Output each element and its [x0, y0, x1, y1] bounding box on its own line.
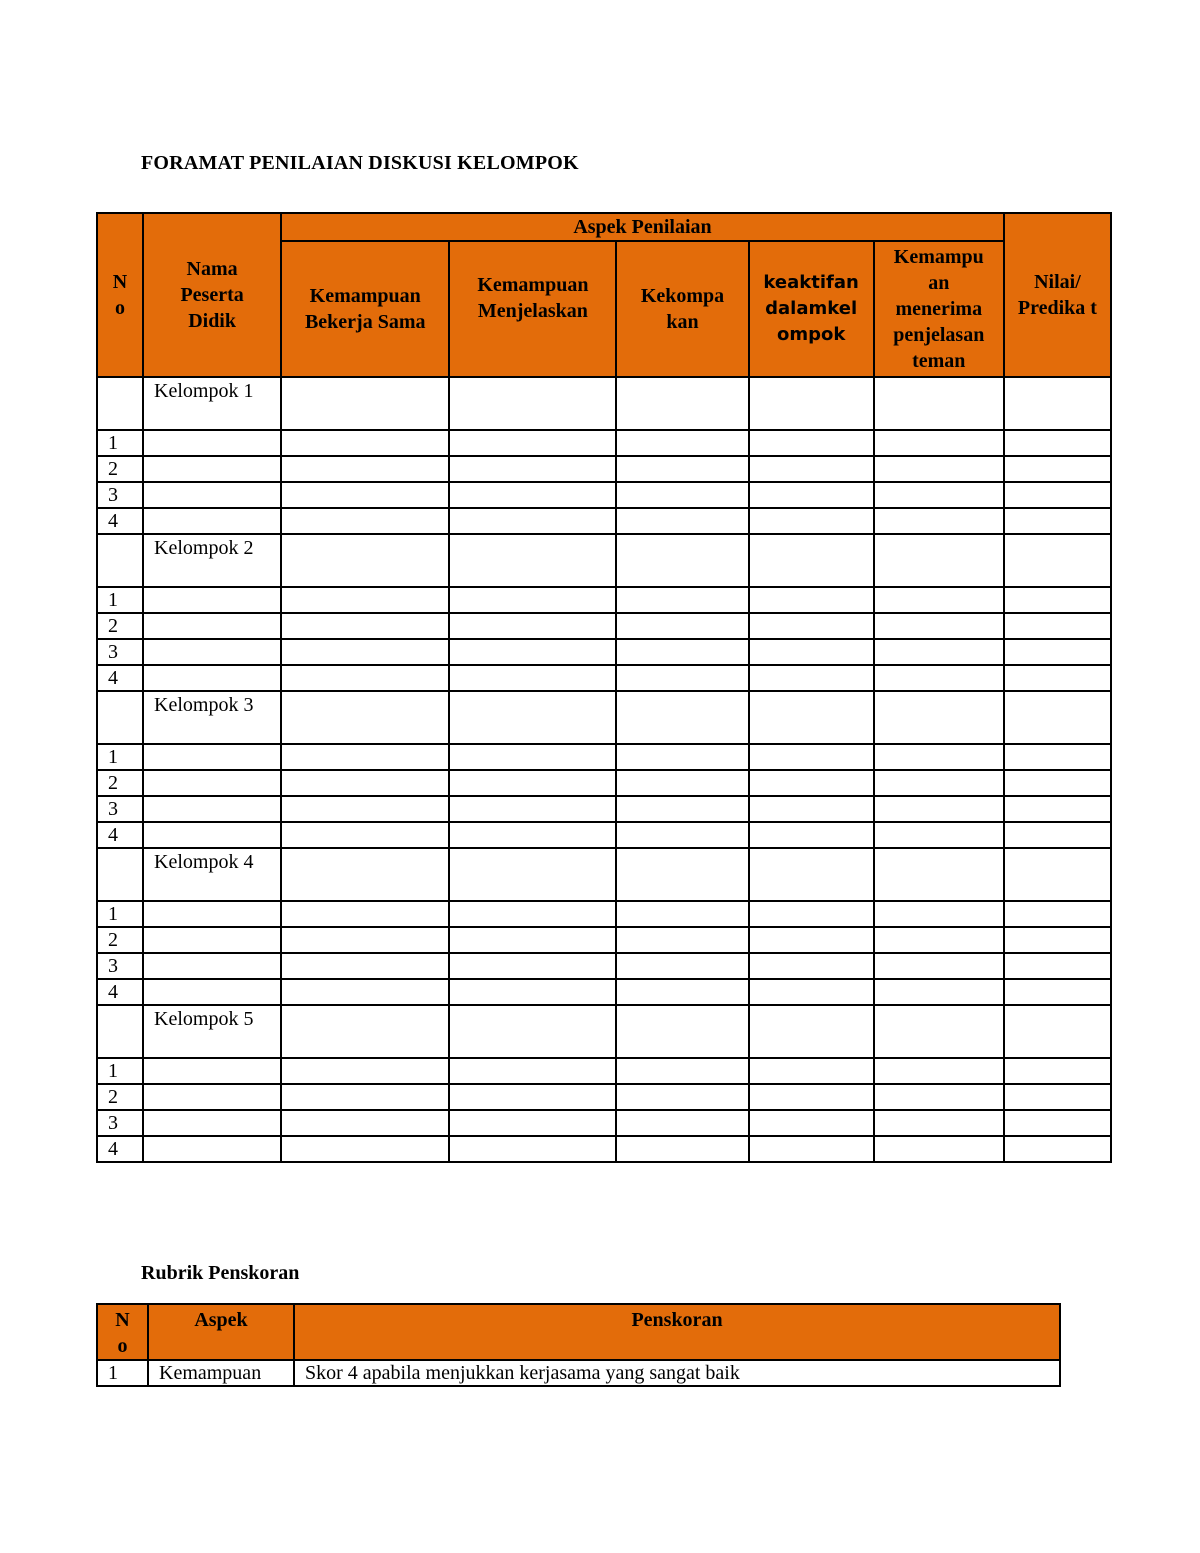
score-cell[interactable] — [449, 927, 616, 953]
score-cell[interactable] — [616, 534, 748, 587]
score-cell[interactable] — [616, 927, 748, 953]
score-cell[interactable] — [449, 1084, 616, 1110]
header-nilai — [1004, 213, 1111, 377]
student-row — [97, 927, 1111, 953]
score-cell[interactable] — [449, 665, 616, 691]
student-row — [97, 822, 1111, 848]
score-cell[interactable] — [281, 979, 449, 1005]
score-cell[interactable] — [874, 587, 1004, 613]
row-number: 1 — [97, 587, 143, 613]
score-cell[interactable] — [281, 1005, 449, 1058]
score-cell[interactable] — [449, 1058, 616, 1084]
student-name-cell[interactable] — [143, 901, 281, 927]
student-name-cell[interactable] — [143, 770, 281, 796]
score-cell[interactable] — [749, 1110, 874, 1136]
row-number: 3 — [97, 953, 143, 979]
score-cell[interactable] — [749, 430, 874, 456]
score-cell[interactable] — [874, 691, 1004, 744]
score-cell[interactable] — [281, 456, 449, 482]
student-name-cell[interactable] — [143, 587, 281, 613]
score-cell[interactable] — [1004, 1110, 1111, 1136]
header-kriteria-5-label: Kemampu an menerima penjelasan teman — [893, 246, 985, 372]
row-number: 1 — [97, 430, 143, 456]
score-cell[interactable] — [749, 377, 874, 430]
group-label: Kelompok 1 — [143, 377, 281, 430]
no-cell[interactable] — [97, 377, 143, 430]
student-name-cell[interactable] — [143, 482, 281, 508]
score-cell[interactable] — [616, 1084, 748, 1110]
row-number: 1 — [97, 901, 143, 927]
score-cell[interactable] — [616, 1136, 748, 1162]
rubric-header-aspek: Aspek — [148, 1304, 294, 1360]
score-cell[interactable] — [449, 482, 616, 508]
score-cell[interactable] — [749, 482, 874, 508]
score-cell[interactable] — [1004, 1058, 1111, 1084]
score-cell[interactable] — [281, 1136, 449, 1162]
score-cell[interactable] — [749, 1058, 874, 1084]
score-cell[interactable] — [449, 822, 616, 848]
score-cell[interactable] — [281, 377, 449, 430]
score-cell[interactable] — [1004, 691, 1111, 744]
group-row — [97, 377, 1111, 430]
header-kriteria-2-label: Kemampuan Menjelaskan — [477, 274, 589, 322]
score-cell[interactable] — [1004, 848, 1111, 901]
score-cell[interactable] — [749, 639, 874, 665]
rubric-aspek-cell: Kemampuan — [148, 1360, 294, 1386]
score-cell[interactable] — [281, 508, 449, 534]
score-cell[interactable] — [616, 456, 748, 482]
header-nama — [143, 213, 281, 377]
score-cell[interactable] — [449, 377, 616, 430]
score-cell[interactable] — [749, 1136, 874, 1162]
score-cell[interactable] — [874, 848, 1004, 901]
score-cell[interactable] — [616, 377, 748, 430]
score-cell[interactable] — [1004, 770, 1111, 796]
score-cell[interactable] — [749, 534, 874, 587]
student-name-cell[interactable] — [143, 927, 281, 953]
score-cell[interactable] — [1004, 534, 1111, 587]
score-cell[interactable] — [616, 979, 748, 1005]
rubric-table-body — [97, 1360, 1060, 1386]
row-number: 1 — [97, 1058, 143, 1084]
score-cell[interactable] — [874, 1058, 1004, 1084]
score-cell[interactable] — [1004, 665, 1111, 691]
student-name-cell[interactable] — [143, 665, 281, 691]
score-cell[interactable] — [449, 979, 616, 1005]
student-row — [97, 979, 1111, 1005]
score-cell[interactable] — [281, 587, 449, 613]
group-row — [97, 691, 1111, 744]
score-cell[interactable] — [749, 613, 874, 639]
score-cell[interactable] — [616, 1005, 748, 1058]
score-cell[interactable] — [874, 744, 1004, 770]
group-label: Kelompok 5 — [143, 1005, 281, 1058]
score-cell[interactable] — [281, 1058, 449, 1084]
score-cell[interactable] — [616, 744, 748, 770]
score-cell[interactable] — [281, 639, 449, 665]
score-cell[interactable] — [874, 1136, 1004, 1162]
no-cell[interactable] — [97, 691, 143, 744]
score-cell[interactable] — [1004, 927, 1111, 953]
score-cell[interactable] — [749, 770, 874, 796]
student-row — [97, 430, 1111, 456]
score-cell[interactable] — [1004, 1136, 1111, 1162]
score-cell[interactable] — [281, 534, 449, 587]
score-cell[interactable] — [749, 796, 874, 822]
student-name-cell[interactable] — [143, 796, 281, 822]
header-nama-label: Nama Peserta Didik — [180, 258, 244, 332]
score-cell[interactable] — [1004, 587, 1111, 613]
rubric-no-cell: 1 — [97, 1360, 148, 1386]
score-cell[interactable] — [749, 901, 874, 927]
row-number: 3 — [97, 639, 143, 665]
score-cell[interactable] — [874, 979, 1004, 1005]
score-cell[interactable] — [281, 665, 449, 691]
group-row — [97, 534, 1111, 587]
student-row — [97, 456, 1111, 482]
student-row — [97, 1084, 1111, 1110]
header-aspek-penilaian: Aspek Penilaian — [281, 213, 1004, 241]
score-cell[interactable] — [749, 508, 874, 534]
student-name-cell[interactable] — [143, 1084, 281, 1110]
group-label: Kelompok 2 — [143, 534, 281, 587]
student-row — [97, 613, 1111, 639]
score-cell[interactable] — [449, 691, 616, 744]
score-cell[interactable] — [449, 848, 616, 901]
student-name-cell[interactable] — [143, 639, 281, 665]
score-cell[interactable] — [1004, 1084, 1111, 1110]
document-title: FORAMAT PENILAIAN DISKUSI KELOMPOK — [141, 152, 579, 174]
row-number: 2 — [97, 456, 143, 482]
rubric-header-penskoran: Penskoran — [294, 1304, 1060, 1360]
row-number: 4 — [97, 508, 143, 534]
score-cell[interactable] — [874, 770, 1004, 796]
score-cell[interactable] — [616, 587, 748, 613]
score-cell[interactable] — [874, 639, 1004, 665]
score-cell[interactable] — [616, 1110, 748, 1136]
score-cell[interactable] — [449, 1110, 616, 1136]
student-row — [97, 508, 1111, 534]
score-cell[interactable] — [281, 927, 449, 953]
header-nilai-label: Nilai/ Predika t — [1017, 271, 1097, 319]
score-cell[interactable] — [749, 927, 874, 953]
score-cell[interactable] — [749, 456, 874, 482]
rubric-table — [96, 1303, 1061, 1387]
score-cell[interactable] — [616, 822, 748, 848]
student-name-cell[interactable] — [143, 430, 281, 456]
score-cell[interactable] — [616, 1058, 748, 1084]
score-cell[interactable] — [449, 456, 616, 482]
score-cell[interactable] — [449, 639, 616, 665]
score-cell[interactable] — [874, 665, 1004, 691]
student-row — [97, 665, 1111, 691]
score-cell[interactable] — [449, 1136, 616, 1162]
score-cell[interactable] — [281, 430, 449, 456]
score-cell[interactable] — [1004, 456, 1111, 482]
header-kemampuan-menjelaskan — [449, 241, 616, 377]
score-cell[interactable] — [616, 901, 748, 927]
score-cell[interactable] — [749, 665, 874, 691]
score-cell[interactable] — [281, 901, 449, 927]
score-cell[interactable] — [449, 744, 616, 770]
score-cell[interactable] — [1004, 613, 1111, 639]
score-cell[interactable] — [281, 744, 449, 770]
score-cell[interactable] — [749, 979, 874, 1005]
score-cell[interactable] — [616, 691, 748, 744]
header-kemampuan-bekerja-sama — [281, 241, 449, 377]
score-cell[interactable] — [449, 613, 616, 639]
student-name-cell[interactable] — [143, 744, 281, 770]
score-cell[interactable] — [281, 848, 449, 901]
score-cell[interactable] — [874, 482, 1004, 508]
student-row — [97, 953, 1111, 979]
row-number: 2 — [97, 770, 143, 796]
row-number: 2 — [97, 927, 143, 953]
score-cell[interactable] — [281, 1084, 449, 1110]
score-cell[interactable] — [874, 456, 1004, 482]
score-cell[interactable] — [1004, 639, 1111, 665]
student-name-cell[interactable] — [143, 508, 281, 534]
student-row — [97, 482, 1111, 508]
score-cell[interactable] — [874, 534, 1004, 587]
score-cell[interactable] — [449, 534, 616, 587]
score-cell[interactable] — [874, 822, 1004, 848]
row-number: 3 — [97, 1110, 143, 1136]
group-row — [97, 1005, 1111, 1058]
student-name-cell[interactable] — [143, 953, 281, 979]
score-cell[interactable] — [616, 848, 748, 901]
score-cell[interactable] — [874, 508, 1004, 534]
row-number: 2 — [97, 1084, 143, 1110]
score-cell[interactable] — [449, 953, 616, 979]
no-cell[interactable] — [97, 1005, 143, 1058]
score-cell[interactable] — [749, 744, 874, 770]
score-cell[interactable] — [449, 1005, 616, 1058]
score-cell[interactable] — [749, 953, 874, 979]
student-name-cell[interactable] — [143, 822, 281, 848]
score-cell[interactable] — [874, 1005, 1004, 1058]
group-row — [97, 848, 1111, 901]
score-cell[interactable] — [281, 482, 449, 508]
score-cell[interactable] — [874, 901, 1004, 927]
header-kriteria-1-label: Kemampuan Bekerja Sama — [304, 285, 426, 333]
row-number: 3 — [97, 482, 143, 508]
score-cell[interactable] — [749, 1084, 874, 1110]
score-cell[interactable] — [449, 508, 616, 534]
score-cell[interactable] — [1004, 1005, 1111, 1058]
row-number: 3 — [97, 796, 143, 822]
score-cell[interactable] — [874, 927, 1004, 953]
score-cell[interactable] — [616, 482, 748, 508]
header-kriteria-3-label: Kekompa kan — [640, 285, 725, 333]
score-cell[interactable] — [749, 691, 874, 744]
header-kriteria-4-label: keaktifan dalamkel ompok — [763, 272, 859, 345]
row-number: 4 — [97, 665, 143, 691]
score-cell[interactable] — [1004, 953, 1111, 979]
score-cell[interactable] — [1004, 508, 1111, 534]
student-name-cell[interactable] — [143, 456, 281, 482]
score-cell[interactable] — [874, 377, 1004, 430]
student-name-cell[interactable] — [143, 1058, 281, 1084]
score-cell[interactable] — [281, 796, 449, 822]
score-cell[interactable] — [1004, 979, 1111, 1005]
score-cell[interactable] — [1004, 430, 1111, 456]
student-name-cell[interactable] — [143, 613, 281, 639]
score-cell[interactable] — [281, 770, 449, 796]
row-number: 4 — [97, 979, 143, 1005]
score-cell[interactable] — [449, 430, 616, 456]
score-cell[interactable] — [281, 953, 449, 979]
score-cell[interactable] — [281, 691, 449, 744]
score-cell[interactable] — [749, 1005, 874, 1058]
student-name-cell[interactable] — [143, 1136, 281, 1162]
score-cell[interactable] — [449, 770, 616, 796]
rubric-penskoran-cell: Skor 4 apabila menjukkan kerjasama yang sangat baik — [294, 1360, 1060, 1386]
student-row — [97, 770, 1111, 796]
row-number: 4 — [97, 822, 143, 848]
student-row — [97, 587, 1111, 613]
score-cell[interactable] — [1004, 377, 1111, 430]
group-label: Kelompok 3 — [143, 691, 281, 744]
score-cell[interactable] — [874, 1084, 1004, 1110]
score-cell[interactable] — [749, 848, 874, 901]
score-cell[interactable] — [616, 430, 748, 456]
row-number: 4 — [97, 1136, 143, 1162]
rubric-header-no — [97, 1304, 148, 1360]
student-row — [97, 744, 1111, 770]
score-cell[interactable] — [1004, 482, 1111, 508]
header-keaktifan — [749, 241, 874, 377]
student-name-cell[interactable] — [143, 1110, 281, 1136]
no-cell[interactable] — [97, 848, 143, 901]
assessment-table — [96, 212, 1112, 1163]
row-number: 1 — [97, 744, 143, 770]
student-row — [97, 1110, 1111, 1136]
score-cell[interactable] — [1004, 822, 1111, 848]
score-cell[interactable] — [749, 822, 874, 848]
header-kekompakan — [616, 241, 748, 377]
score-cell[interactable] — [874, 1110, 1004, 1136]
student-row — [97, 796, 1111, 822]
score-cell[interactable] — [449, 796, 616, 822]
score-cell[interactable] — [616, 639, 748, 665]
header-kemampuan-menerima — [874, 241, 1004, 377]
score-cell[interactable] — [1004, 744, 1111, 770]
header-no — [97, 213, 143, 377]
score-cell[interactable] — [281, 822, 449, 848]
student-row — [97, 1058, 1111, 1084]
score-cell[interactable] — [616, 953, 748, 979]
student-row — [97, 1136, 1111, 1162]
score-cell[interactable] — [874, 953, 1004, 979]
score-cell[interactable] — [449, 901, 616, 927]
assessment-table-body — [97, 377, 1111, 1162]
score-cell[interactable] — [749, 587, 874, 613]
score-cell[interactable] — [616, 796, 748, 822]
score-cell[interactable] — [449, 587, 616, 613]
score-cell[interactable] — [281, 1110, 449, 1136]
rubric-row — [97, 1360, 1060, 1386]
group-label: Kelompok 4 — [143, 848, 281, 901]
score-cell[interactable] — [1004, 901, 1111, 927]
score-cell[interactable] — [616, 508, 748, 534]
score-cell[interactable] — [874, 613, 1004, 639]
score-cell[interactable] — [874, 430, 1004, 456]
score-cell[interactable] — [874, 796, 1004, 822]
student-row — [97, 639, 1111, 665]
header-no-label: N o — [112, 271, 128, 319]
rubric-title: Rubrik Penskoran — [141, 1262, 300, 1284]
score-cell[interactable] — [616, 770, 748, 796]
score-cell[interactable] — [281, 613, 449, 639]
student-row — [97, 901, 1111, 927]
score-cell[interactable] — [616, 665, 748, 691]
row-number: 2 — [97, 613, 143, 639]
student-name-cell[interactable] — [143, 979, 281, 1005]
no-cell[interactable] — [97, 534, 143, 587]
score-cell[interactable] — [1004, 796, 1111, 822]
rubric-header-no-label: N o — [115, 1309, 130, 1357]
score-cell[interactable] — [616, 613, 748, 639]
